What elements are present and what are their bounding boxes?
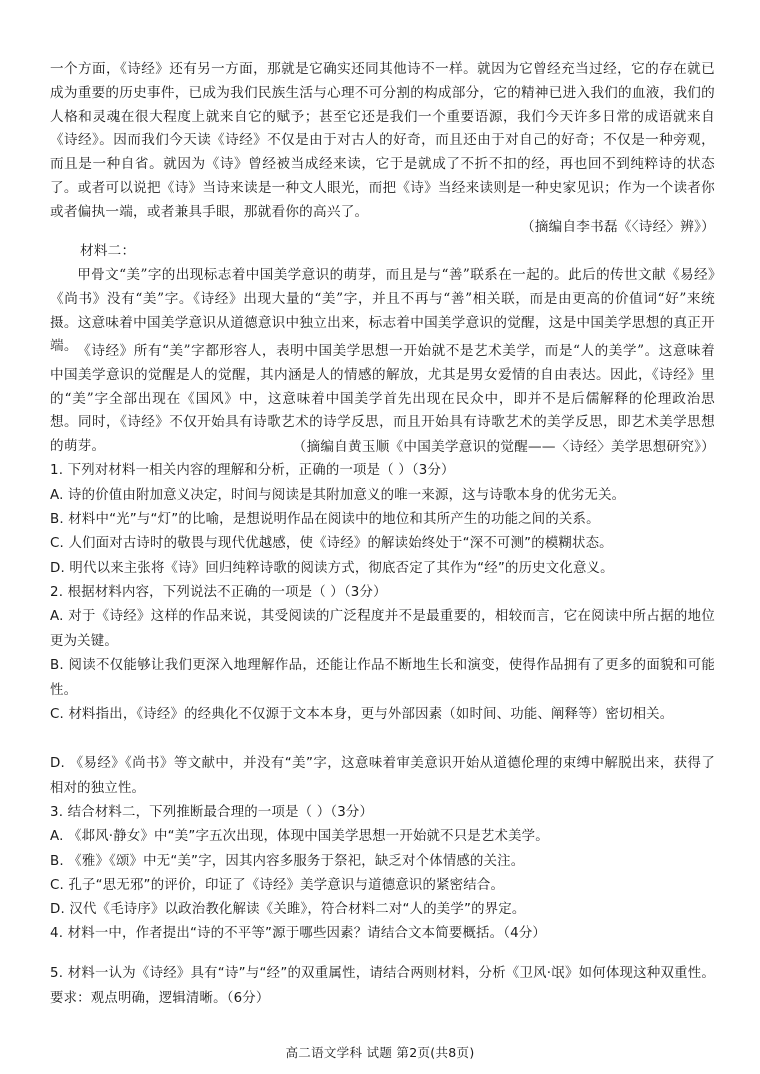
material2-source: （摘编自黄玉顺《中国美学意识的觉醒——〈诗经〉美学思想研究》）: [292, 439, 715, 455]
question-5-stem: 5. 材料一认为《诗经》具有“诗”与“经”的双重属性，请结合两则材料，分析《卫风·氓》如何体现这种双重性。要求：观点明确，逻辑清晰。（6分）: [50, 966, 715, 1006]
material1-source: （摘编自李书磊《〈诗经〉辨》）: [520, 219, 715, 235]
question-2-stem: 2. 根据材料内容，下列说法不正确的一项是（ ）（3分）: [50, 585, 387, 600]
question-3-option-d: D. 汉代《毛诗序》以政治教化解读《关雎》，符合材料二对“人的美学”的界定。: [50, 902, 526, 917]
question-3-stem: 3. 结合材料二，下列推断最合理的一项是（ ）（3分）: [50, 805, 374, 820]
material2-paragraph-1: 甲骨文“美”字的出现标志着中国美学意识的萌芽，而且是与“善”联系在一起的。此后的传世文献《易经》《尚书》没有“美”字。《诗经》出现大量的“美”字，并且不再与“善”相关联，而是由更高的价值词“好”来统摄。这意味着中国美学意识从道德意识中独立出来，标志着中国美学意识的觉醒，这是中国美学思想的真正开端。: [50, 267, 715, 355]
material2-label: 材料二：: [80, 243, 136, 259]
material2-paragraph-2: 《诗经》所有“美”字都形容人，表明中国美学思想一开始就不是艺术美学，而是“人的美学”。这意味着中国美学意识的觉醒是人的觉醒，其内涵是人的情感的解放，尤其是男女爱情的自由表达。因此，《诗经》里的“美”字全部出现在《国风》中，这意味着中国美学首先出现在民众中，即并不是后儒解释的伦理政治思想。同时，《诗经》不仅开始具有诗歌艺术的诗学反思，而且开始具有诗歌艺术的美学反思，即艺术美学思想的萌芽。: [50, 343, 715, 455]
question-1-option-b: B. 材料中“光”与“灯”的比喻，是想说明作品在阅读中的地位和其所产生的功能之间的关系。: [50, 512, 600, 527]
question-3-option-a: A. 《邶风·静女》中“美”字五次出现，体现中国美学思想一开始就不只是艺术美学。: [50, 829, 549, 844]
question-2-option-a: A. 对于《诗经》这样的作品来说，其受阅读的广泛程度并不是最重要的，相较而言，它在阅读中所占据的地位更为关键。: [50, 609, 715, 649]
question-1-stem: 1. 下列对材料一相关内容的理解和分析，正确的一项是（ ）（3分）: [50, 463, 455, 478]
question-2-option-b: B. 阅读不仅能够让我们更深入地理解作品，还能让作品不断地生长和演变，使得作品拥有了更多的面貌和可能性。: [50, 658, 715, 698]
question-3-option-b: B. 《雅》《颂》中无“美”字，因其内容多服务于祭祀，缺乏对个体情感的关注。: [50, 854, 525, 869]
question-4-stem: 4. 材料一中，作者提出“诗的不平等”源于哪些因素？请结合文本简要概括。（4分）: [50, 926, 547, 941]
page-footer: 高二语文学科 试题 第2页(共8页): [285, 1045, 475, 1060]
question-1-option-d: D. 明代以来主张将《诗》回归纯粹诗歌的阅读方式，彻底否定了其作为“经”的历史文化意义。: [50, 561, 614, 576]
question-3-option-c: C. 孔子“思无邪”的评价，印证了《诗经》美学意识与道德意识的紧密结合。: [50, 878, 505, 893]
question-2-option-d: D. 《易经》《尚书》等文献中，并没有“美”字，这意味着审美意识开始从道德伦理的束缚中解脱出来，获得了相对的独立性。: [50, 756, 715, 796]
question-2-option-c: C. 材料指出，《诗经》的经典化不仅源于文本本身，更与外部因素（如时间、功能、阐释等）密切相关。: [50, 707, 674, 722]
question-1-option-c: C. 人们面对古诗时的敬畏与现代优越感，使《诗经》的解读始终处于“深不可测”的模糊状态。: [50, 536, 613, 551]
material1-continuation: 一个方面，《诗经》还有另一方面，那就是它确实还同其他诗不一样。就因为它曾经充当过经，它的存在就已成为重要的历史事件，已成为我们民族生活与心理不可分割的构成部分，它的精神已进入我们的血液，我们的人格和灵魂在很大程度上就来自它的赋予；甚至它还是我们一个重要语源，我们今天许多日常的成语就来自《诗经》。因而我们今天读《诗经》不仅是由于对古人的好奇，而且还由于对自己的好奇；不仅是一种旁观，而且是一种自省。就因为《诗》曾经被当成经来读，它于是就成了不折不扣的经，再也回不到纯粹诗的状态了。或者可以说把《诗》当诗来读是一种文人眼光，而把《诗》当经来读则是一种史家见识；作为一个读者你或者偏执一端，或者兼具手眼，那就看你的高兴了。: [50, 61, 715, 220]
question-1-option-a: A. 诗的价值由附加意义决定，时间与阅读是其附加意义的唯一来源，这与诗歌本身的优劣无关。: [50, 488, 626, 503]
